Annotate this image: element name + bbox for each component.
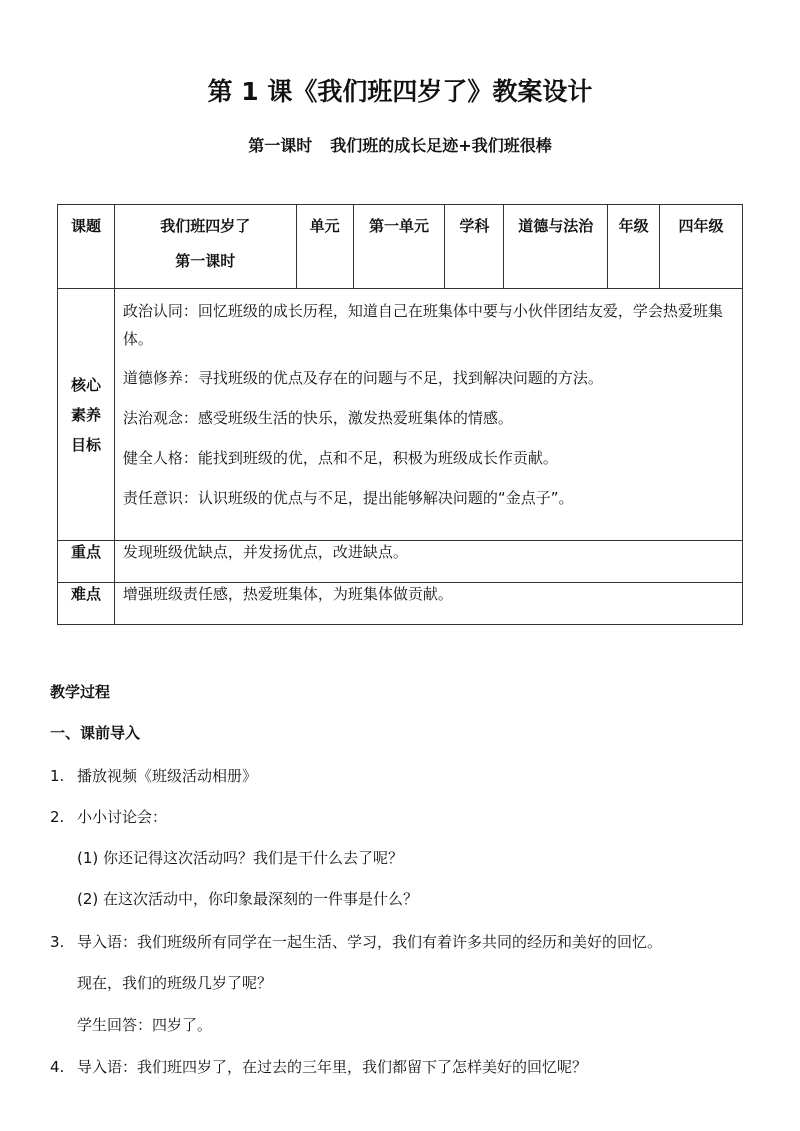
page-title: 第 1 课《我们班四岁了》教案设计 xyxy=(207,77,593,106)
core-goals xyxy=(114,289,742,541)
sub-question: (2) 在这次活动中，你印象最深刻的一件事是什么？ xyxy=(77,890,419,908)
grade-value: 四年级 xyxy=(660,205,743,289)
core-label-line1: 核心 xyxy=(70,375,101,394)
section-heading: 一、课前导入 xyxy=(50,724,141,742)
core-goal-item: 法治观念：感受班级生活的快乐，激发热爱班集体的情感。 xyxy=(122,409,513,427)
grade-label: 年级 xyxy=(608,205,660,289)
subtitle-topic: 我们班的成长足迹+我们班很棒 xyxy=(330,136,552,155)
core-label-line2: 素养 xyxy=(70,405,101,424)
process-heading: 教学过程 xyxy=(50,683,111,701)
table-row-core xyxy=(58,289,743,541)
unit-label: 单元 xyxy=(296,205,353,289)
table-row-key-point xyxy=(58,541,743,583)
list-item-continuation: 现在，我们的班级几岁了呢？ xyxy=(77,974,273,992)
list-item-number: 4. xyxy=(50,1058,65,1076)
key-point-label: 重点 xyxy=(58,541,115,583)
list-item-text: 导入语：我们班四岁了，在过去的三年里，我们都留下了怎样美好的回忆呢？ xyxy=(77,1058,588,1076)
list-item-text: 小小讨论会： xyxy=(77,808,168,826)
core-label-line3: 目标 xyxy=(70,435,101,454)
topic-value-line2: 第一课时 xyxy=(175,252,236,270)
lesson-plan-table xyxy=(57,204,743,625)
topic-label: 课题 xyxy=(58,205,115,289)
list-item-text: 播放视频《班级活动相册》 xyxy=(77,767,258,785)
subject-label: 学科 xyxy=(445,205,504,289)
table-row-difficult-point xyxy=(58,583,743,625)
core-label xyxy=(58,289,115,541)
list-item-number: 3. xyxy=(50,933,65,951)
core-goal-item: 政治认同：回忆班级的成长历程，知道自己在班集体中要与小伙伴团结友爱，学会热爱班集体。 xyxy=(122,302,723,348)
list-item xyxy=(50,1056,587,1077)
list-item-text: 导入语：我们班级所有同学在一起生活、学习，我们有着许多共同的经历和美好的回忆。 xyxy=(77,933,663,951)
list-item xyxy=(50,931,662,952)
list-item-number: 2. xyxy=(50,808,65,826)
core-goal-item: 健全人格：能找到班级的优，点和不足，积极为班级成长作贡献。 xyxy=(122,449,558,467)
list-item xyxy=(50,765,257,786)
topic-value-line1: 我们班四岁了 xyxy=(160,217,251,235)
difficult-point-label: 难点 xyxy=(58,583,115,625)
subject-value: 道德与法治 xyxy=(504,205,608,289)
topic-value xyxy=(114,205,296,289)
list-item xyxy=(50,806,167,827)
subtitle-lesson: 第一课时 xyxy=(248,136,313,155)
difficult-point-text: 增强班级责任感，热爱班集体，为班集体做贡献。 xyxy=(114,583,742,625)
unit-value: 第一单元 xyxy=(353,205,445,289)
core-goal-item: 道德修养：寻找班级的优点及存在的问题与不足，找到解决问题的方法。 xyxy=(122,369,603,387)
key-point-text: 发现班级优缺点，并发扬优点，改进缺点。 xyxy=(114,541,742,583)
table-row-header xyxy=(58,205,743,289)
sub-question: (1) 你还记得这次活动吗？我们是干什么去了呢？ xyxy=(77,849,404,867)
list-item-number: 1. xyxy=(50,767,65,785)
list-item-continuation: 学生回答：四岁了。 xyxy=(77,1016,213,1034)
core-goal-item: 责任意识：认识班级的优点与不足，提出能够解决问题的“金点子”。 xyxy=(122,489,574,507)
page-subtitle xyxy=(0,133,800,156)
